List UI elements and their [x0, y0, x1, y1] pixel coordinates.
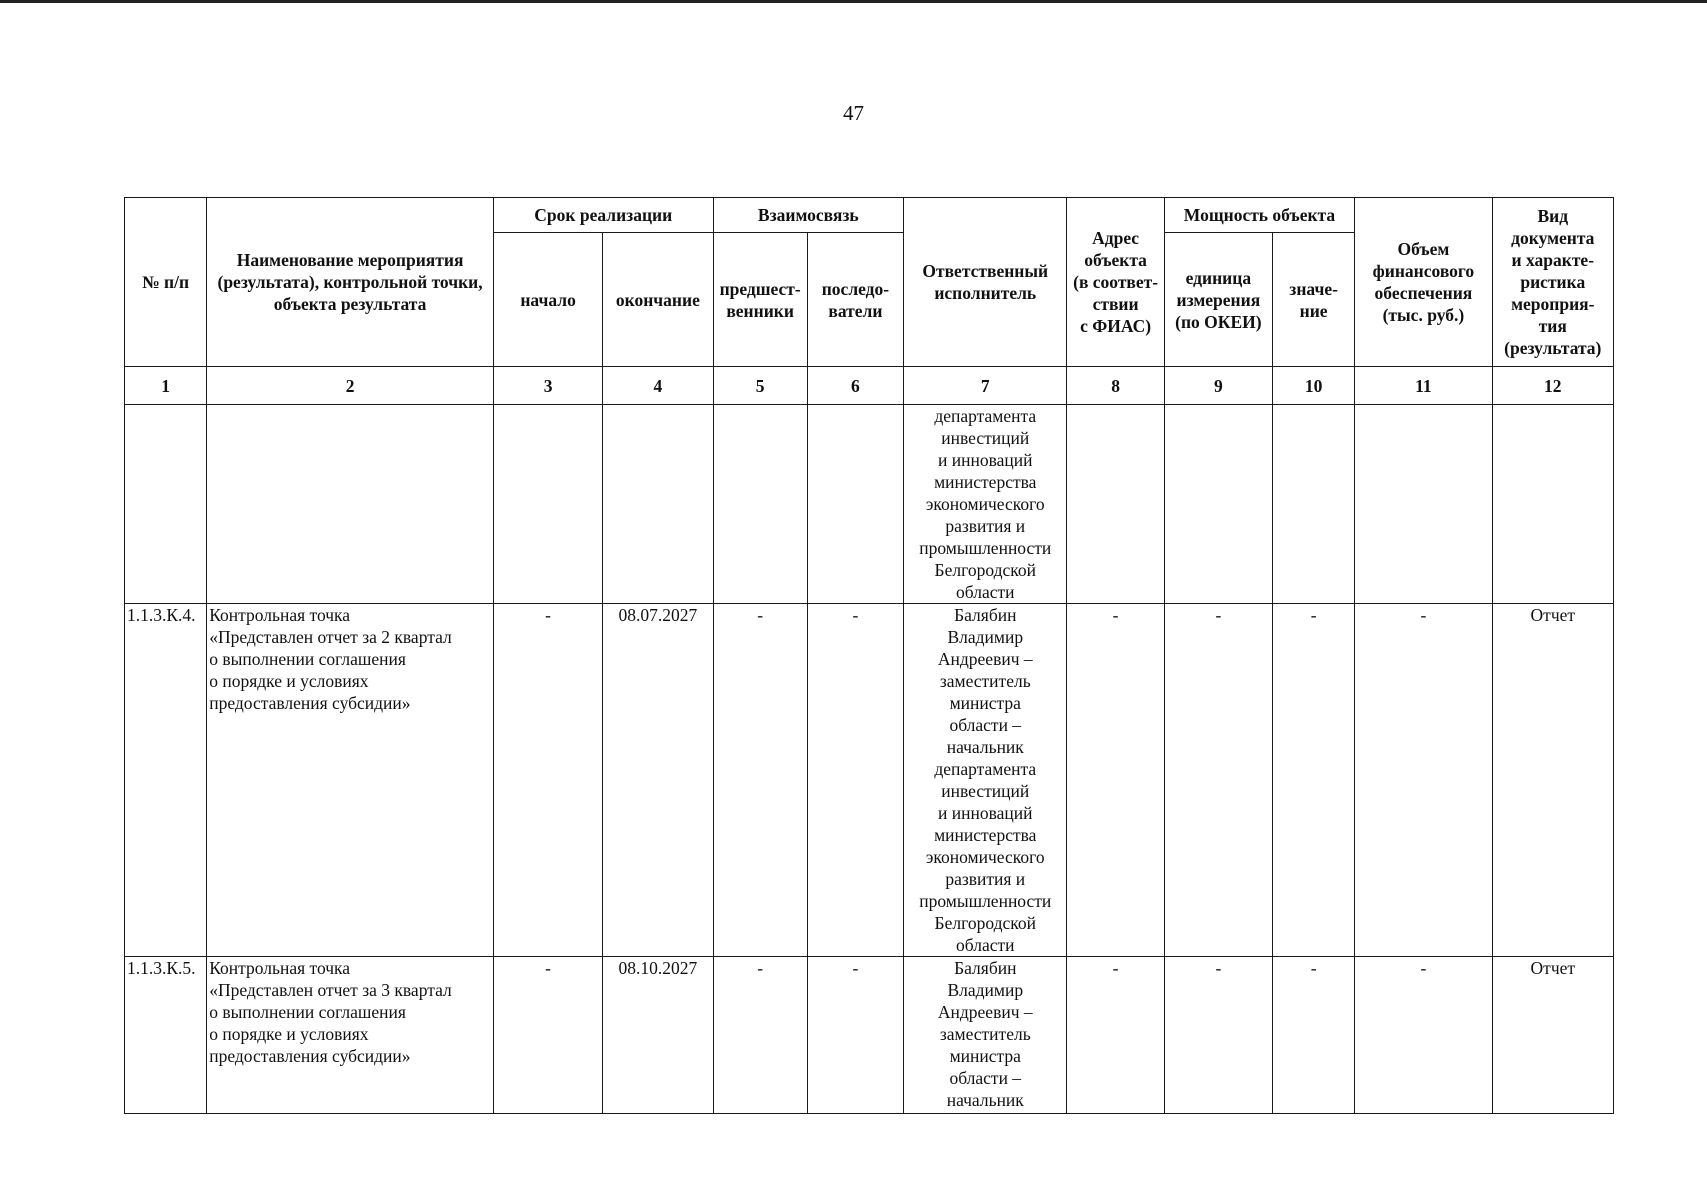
row-predecessors: - [713, 604, 807, 957]
text-line: тия [1538, 316, 1567, 336]
table-row [125, 405, 1614, 604]
text-line: предоставления субсидии» [209, 693, 411, 713]
text-line: области – [949, 1068, 1022, 1088]
row-end: 08.10.2027 [603, 957, 713, 1114]
header-row-top [125, 198, 1614, 233]
header-value [1273, 233, 1355, 367]
column-number: 4 [603, 367, 713, 405]
text-line: (результата) [1504, 338, 1602, 358]
text-line: о порядке и условиях [209, 1024, 369, 1044]
text-line: начальник [946, 1090, 1024, 1110]
text-line: мероприя- [1511, 294, 1595, 314]
text-line: Белгородской [934, 913, 1036, 933]
text-line: и характе- [1511, 250, 1595, 270]
top-border-line [0, 0, 1707, 3]
row-code: 1.1.3.К.4. [125, 604, 207, 957]
row-predecessors: - [713, 957, 807, 1114]
text-line: области – [949, 715, 1022, 735]
row-doc-type: Отчет [1492, 957, 1613, 1114]
text-line: Андреевич – [937, 1002, 1033, 1022]
text-line: обеспечения [1374, 283, 1473, 303]
text-line: последо- [821, 278, 890, 299]
text-line: и инноваций [938, 450, 1033, 470]
text-line: экономического [925, 494, 1045, 514]
row-code: 1.1.3.К.5. [125, 957, 207, 1114]
row-unit [1164, 405, 1272, 604]
text-line: венники [726, 300, 794, 321]
row-value: - [1273, 957, 1355, 1114]
row-name [207, 604, 494, 957]
row-code [125, 405, 207, 604]
text-line: ватели [828, 300, 883, 321]
text-line: о выполнении соглашения [209, 649, 406, 669]
row-name [207, 957, 494, 1114]
text-line: ристика [1520, 272, 1586, 292]
text-line: области [956, 935, 1015, 955]
row-responsible [904, 604, 1067, 957]
text-line: (в соответ- [1073, 272, 1159, 292]
text-line: министра [949, 693, 1021, 713]
column-number: 5 [713, 367, 807, 405]
row-end: 08.07.2027 [603, 604, 713, 957]
row-finance: - [1355, 604, 1492, 957]
column-number: 11 [1355, 367, 1492, 405]
header-start: начало [493, 233, 602, 367]
row-start: - [493, 604, 602, 957]
row-end [603, 405, 713, 604]
text-line: развития и [945, 516, 1026, 536]
text-line: ние [1299, 300, 1328, 321]
column-number: 12 [1492, 367, 1613, 405]
text-line: предоставления субсидии» [209, 1046, 411, 1066]
column-number: 6 [807, 367, 903, 405]
text-line: Владимир [947, 627, 1024, 647]
row-successors [807, 405, 903, 604]
row-unit: - [1164, 957, 1272, 1114]
header-address [1067, 198, 1164, 367]
column-number: 8 [1067, 367, 1164, 405]
text-line: начальник [946, 737, 1024, 757]
row-finance: - [1355, 957, 1492, 1114]
row-doc-type [1492, 405, 1613, 604]
text-line: министерства [934, 472, 1037, 492]
header-name: Наименование мероприятия (результата), контрольной точки, объекта результата [207, 198, 494, 367]
column-number: 7 [904, 367, 1067, 405]
text-line: департамента [934, 406, 1037, 426]
column-number: 10 [1273, 367, 1355, 405]
column-number: 3 [493, 367, 602, 405]
text-line: заместитель [939, 671, 1031, 691]
row-unit: - [1164, 604, 1272, 957]
row-start [493, 405, 602, 604]
text-line: исполнитель [934, 283, 1037, 303]
text-line: инвестиций [941, 781, 1030, 801]
table-row [125, 604, 1614, 957]
text-line: Ответственный [922, 261, 1049, 281]
header-doc-type [1492, 198, 1613, 367]
text-line: о порядке и условиях [209, 671, 369, 691]
header-capacity-group: Мощность объекта [1164, 198, 1355, 233]
text-line: министерства [934, 825, 1037, 845]
text-line: значе- [1289, 278, 1338, 299]
text-line: (по ОКЕИ) [1175, 311, 1262, 332]
text-line: «Представлен отчет за 3 квартал [209, 980, 452, 1000]
text-line: ствии [1092, 294, 1139, 314]
header-relation-group: Взаимосвязь [713, 198, 904, 233]
page-number: 47 [843, 101, 864, 125]
header-finance [1355, 198, 1492, 367]
text-line: Контрольная точка [209, 605, 351, 625]
text-line: Вид [1537, 206, 1569, 226]
text-line: инвестиций [941, 428, 1030, 448]
text-line: заместитель [939, 1024, 1031, 1044]
header-unit [1164, 233, 1272, 367]
text-line: и инноваций [938, 803, 1033, 823]
text-line: департамента [934, 759, 1037, 779]
activities-table [124, 197, 1614, 1114]
column-number: 1 [125, 367, 207, 405]
row-value: - [1273, 604, 1355, 957]
text-line: Балябин [954, 958, 1017, 978]
header-term-group: Срок реализации [493, 198, 713, 233]
column-number: 9 [1164, 367, 1272, 405]
header-number: № п/п [125, 198, 207, 367]
text-line: Андреевич – [937, 649, 1033, 669]
text-line: области [956, 582, 1015, 602]
header-predecessors [713, 233, 807, 367]
row-start: - [493, 957, 602, 1114]
header-responsible [904, 198, 1067, 367]
row-finance [1355, 405, 1492, 604]
row-name [207, 405, 494, 604]
text-line: Адрес [1092, 228, 1140, 248]
column-number-row [125, 367, 1614, 405]
text-line: предшест- [719, 278, 801, 299]
row-predecessors [713, 405, 807, 604]
row-successors: - [807, 604, 903, 957]
text-line: Владимир [947, 980, 1024, 1000]
row-responsible [904, 405, 1067, 604]
text-line: промышленности [919, 891, 1052, 911]
text-line: о выполнении соглашения [209, 1002, 406, 1022]
row-value [1273, 405, 1355, 604]
header-end: окончание [603, 233, 713, 367]
row-doc-type: Отчет [1492, 604, 1613, 957]
text-line: (тыс. руб.) [1382, 305, 1465, 325]
row-responsible [904, 957, 1067, 1114]
text-line: промышленности [919, 538, 1052, 558]
row-address: - [1067, 957, 1164, 1114]
row-address: - [1067, 604, 1164, 957]
text-line: с ФИАС) [1080, 316, 1152, 336]
text-line: Балябин [954, 605, 1017, 625]
text-line: «Представлен отчет за 2 квартал [209, 627, 452, 647]
row-address [1067, 405, 1164, 604]
header-successors [807, 233, 903, 367]
text-line: измерения [1176, 289, 1261, 310]
text-line: документа [1511, 228, 1595, 248]
text-line: Белгородской [934, 560, 1036, 580]
text-line: Контрольная точка [209, 958, 351, 978]
text-line: министра [949, 1046, 1021, 1066]
text-line: единица [1185, 267, 1252, 288]
text-line: Объем [1397, 239, 1450, 259]
text-line: финансового [1372, 261, 1475, 281]
table-row [125, 957, 1614, 1114]
row-successors: - [807, 957, 903, 1114]
column-number: 2 [207, 367, 494, 405]
text-line: объекта [1084, 250, 1147, 270]
text-line: экономического [925, 847, 1045, 867]
text-line: развития и [945, 869, 1026, 889]
